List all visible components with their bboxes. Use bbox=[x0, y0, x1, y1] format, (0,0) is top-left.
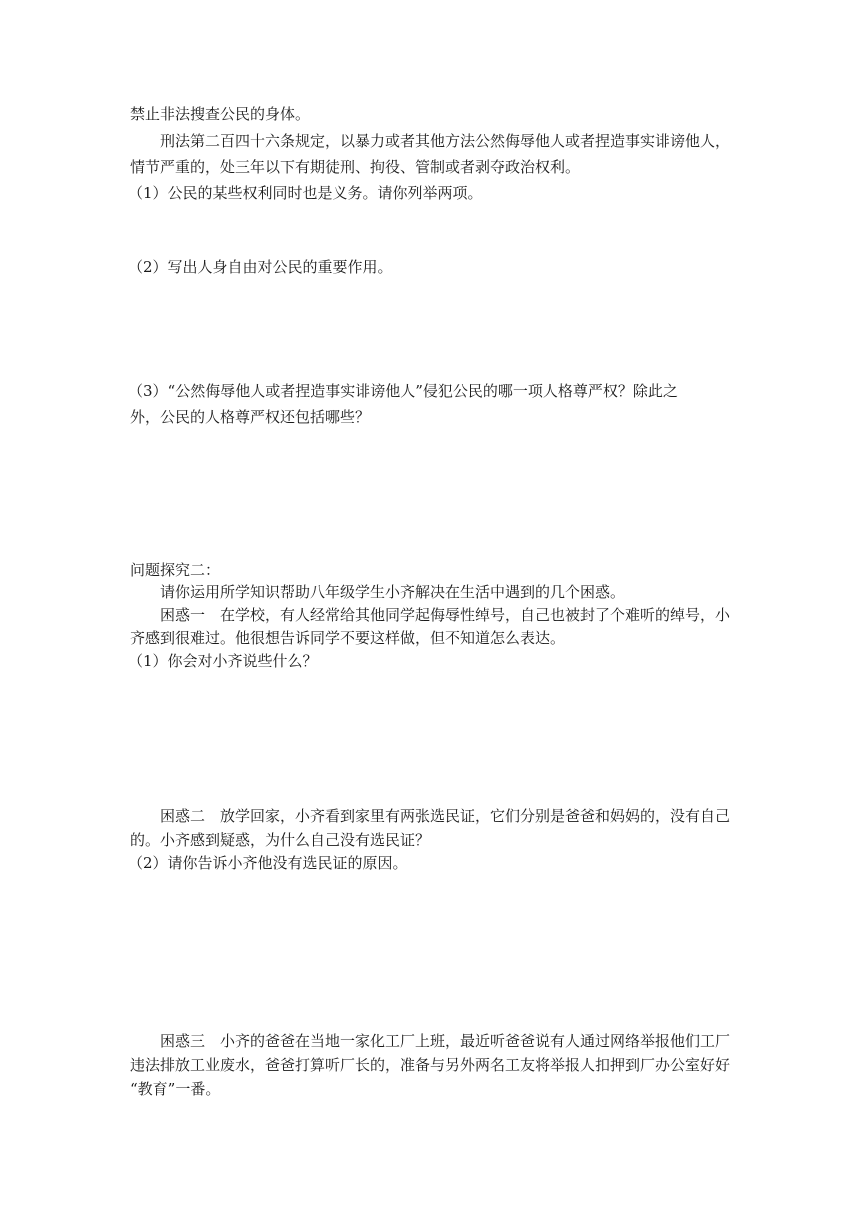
confusion-3-continued: 违法排放工业废水，爸爸打算听厂长的，准备与另外两名工友将举报人扣押到厂办公室好好 bbox=[130, 1056, 731, 1074]
confusion-1-continued: 齐感到很难过。他很想告诉同学不要这样做，但不知道怎么表达。 bbox=[130, 629, 566, 647]
question-1: （1）公民的某些权利同时也是义务。请你列举两项。 bbox=[128, 184, 483, 202]
paragraph-text: 刑法第二百四十六条规定，以暴力或者其他方法公然侮辱他人或者捏造事实诽谤他人， bbox=[160, 132, 731, 150]
confusion-2-continued: 的。小齐感到疑惑，为什么自己没有选民证？ bbox=[130, 831, 431, 849]
question-3-continued: 外，公民的人格尊严权还包括哪些？ bbox=[130, 408, 371, 426]
confusion-1: 困惑一 在学校，有人经常给其他同学起侮辱性绰号，自己也被封了个难听的绰号，小 bbox=[160, 606, 731, 624]
confusion-3-end: “教育”一番。 bbox=[130, 1080, 221, 1098]
confusion-question-2: （2）请你告诉小齐他没有选民证的原因。 bbox=[128, 854, 408, 872]
paragraph-text: 禁止非法搜查公民的身体。 bbox=[130, 105, 311, 123]
confusion-question-1: （1）你会对小齐说些什么？ bbox=[128, 652, 318, 670]
question-2: （2）写出人身自由对公民的重要作用。 bbox=[128, 258, 393, 276]
section-heading: 问题探究二： bbox=[130, 561, 221, 579]
paragraph-text: 情节严重的，处三年以下有期徒刑、拘役、管制或者剥夺政治权利。 bbox=[130, 158, 581, 176]
confusion-3: 困惑三 小齐的爸爸在当地一家化工厂上班，最近听爸爸说有人通过网络举报他们工厂 bbox=[160, 1032, 731, 1050]
question-3: （3）“公然侮辱他人或者捏造事实诽谤他人”侵犯公民的哪一项人格尊严权？除此之 bbox=[128, 382, 678, 400]
confusion-2: 困惑二 放学回家，小齐看到家里有两张选民证，它们分别是爸爸和妈妈的，没有自己 bbox=[160, 807, 731, 825]
paragraph-text: 请你运用所学知识帮助八年级学生小齐解决在生活中遇到的几个困惑。 bbox=[160, 583, 626, 601]
